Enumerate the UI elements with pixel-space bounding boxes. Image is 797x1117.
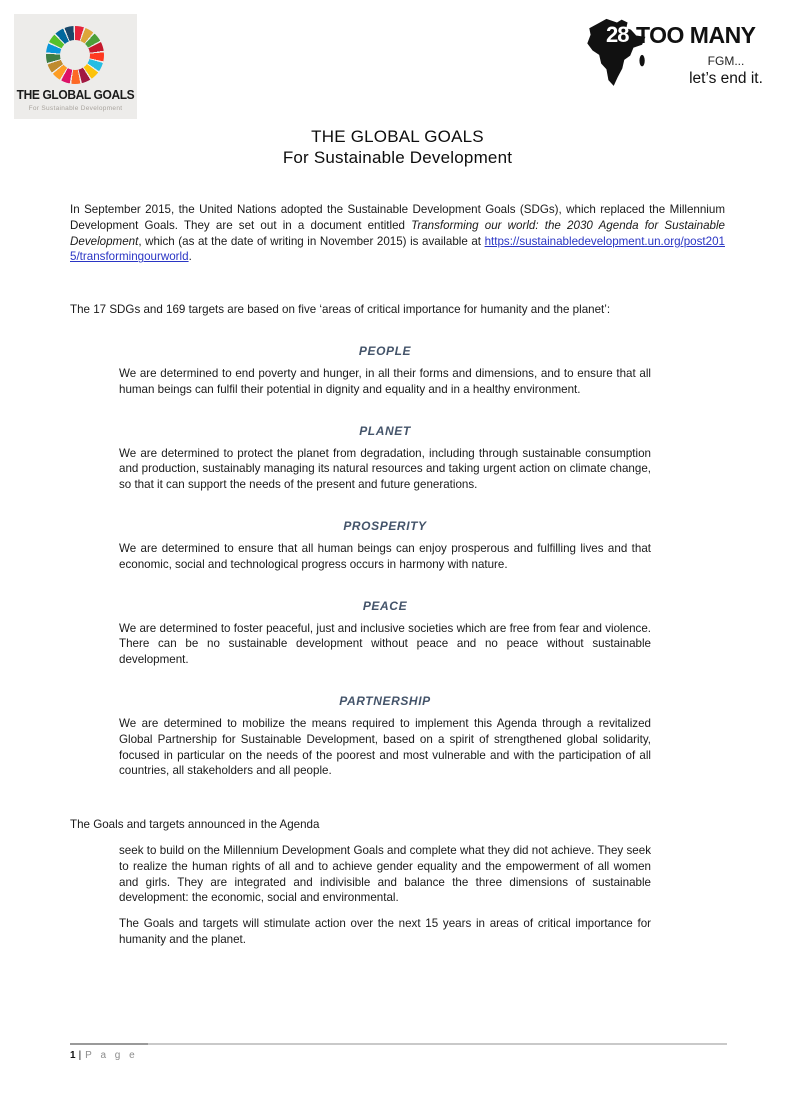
page-footer	[70, 1043, 727, 1061]
section-people	[119, 344, 651, 398]
goals-targets-paragraph-2: The Goals and targets will stimulate action over the next 15 years in areas of critical importance for humanity and the planet.	[119, 917, 651, 946]
section-body-prosperity: We are determined to ensure that all human beings can enjoy prosperous and fulfilling lives and that economic, social and technological progress occurs in harmony with nature.	[119, 541, 651, 571]
section-body-people: We are determined to end poverty and hunger, in all their forms and dimensions, and to ensure that all human beings can fulfil their potential in dignity and equality and in a healthy environment.	[119, 366, 651, 396]
section-body-planet: We are determined to protect the planet from degradation, including through sustainable consumption and production, sustainably managing its natural resources and taking urgent action on climate change, so that it can support the needs of the present and future generations.	[119, 446, 651, 492]
section-body-partnership: We are determined to mobilize the means required to implement this Agenda through a revitalized Global Partnership for Sustainable Development, based on a spirit of strengthened global solidarity, focused in particular on the needs of the poorest and most vulnerable and with the participation of all countries, all stakeholders and all people.	[119, 716, 651, 778]
too-many-tagline-fgm: FGM...	[707, 54, 745, 68]
intro-text-3: .	[188, 250, 192, 264]
footer-page-label	[70, 1050, 727, 1061]
goals-targets-intro-line: The Goals and targets announced in the Agenda	[70, 818, 320, 832]
twenty-eight-too-many-logo	[570, 8, 782, 100]
global-goals-logo-subtitle: For Sustainable Development	[28, 105, 123, 112]
document-title-line1: THE GLOBAL GOALS	[311, 127, 484, 146]
intro-paragraph	[70, 202, 725, 265]
section-partnership	[119, 694, 651, 779]
too-many-number: 28	[606, 22, 629, 47]
section-heading-planet: PLANET	[359, 423, 411, 438]
goals-targets-paragraph-1: seek to build on the Millennium Development Goals and complete what they did not achieve. They seek to realize the human rights of all and to achieve gender equality and the empowerment of all women and girls. They are integrated and indivisible and balance the three dimensions of sustainable development: the economic, social and environmental.	[119, 843, 651, 905]
section-prosperity	[119, 519, 651, 573]
sdg-wheel-icon	[46, 26, 104, 84]
section-heading-prosperity: PROSPERITY	[343, 518, 427, 533]
intro-text-1: In September 2015, the United Nations adopted the Sustainable Development Goals (SDGs), which replaced the Millennium Development Goals. They are set out in a document entitled	[70, 203, 725, 232]
sdg-document-link[interactable]: https://sustainabledevelopment.un.org/post2015/transformingourworld	[70, 234, 725, 264]
footer-page-number: 1	[70, 1050, 76, 1061]
section-body-peace: We are determined to foster peaceful, just and inclusive societies which are free from fear and violence. There can be no sustainable development without peace and no peace without sustainable development.	[119, 621, 651, 667]
footer-divider	[70, 1043, 727, 1045]
sdg-wheel-hole	[60, 40, 90, 70]
section-planet	[119, 424, 651, 493]
too-many-name: TOO MANY	[636, 22, 756, 48]
footer-separator: |	[78, 1050, 82, 1061]
intro-text-2: , which (as at the date of writing in November 2015) is available at	[138, 234, 485, 248]
section-heading-peace: PEACE	[362, 598, 408, 613]
section-heading-partnership: PARTNERSHIP	[339, 693, 431, 708]
document-title-line2: For Sustainable Development	[282, 148, 513, 167]
too-many-tagline-end-it: let’s end it.	[689, 70, 763, 87]
footer-page-word: P a g e	[85, 1050, 138, 1061]
areas-intro-line: The 17 SDGs and 169 targets are based on five ‘areas of critical importance for humanity and the planet’:	[70, 303, 611, 317]
intro-document-name: Transforming our world: the 2030 Agenda for Sustainable Development	[70, 218, 725, 248]
global-goals-logo-title: THE GLOBAL GOALS	[16, 88, 135, 102]
section-heading-people: PEOPLE	[358, 343, 412, 358]
global-goals-logo	[14, 14, 137, 119]
section-peace	[119, 599, 651, 668]
